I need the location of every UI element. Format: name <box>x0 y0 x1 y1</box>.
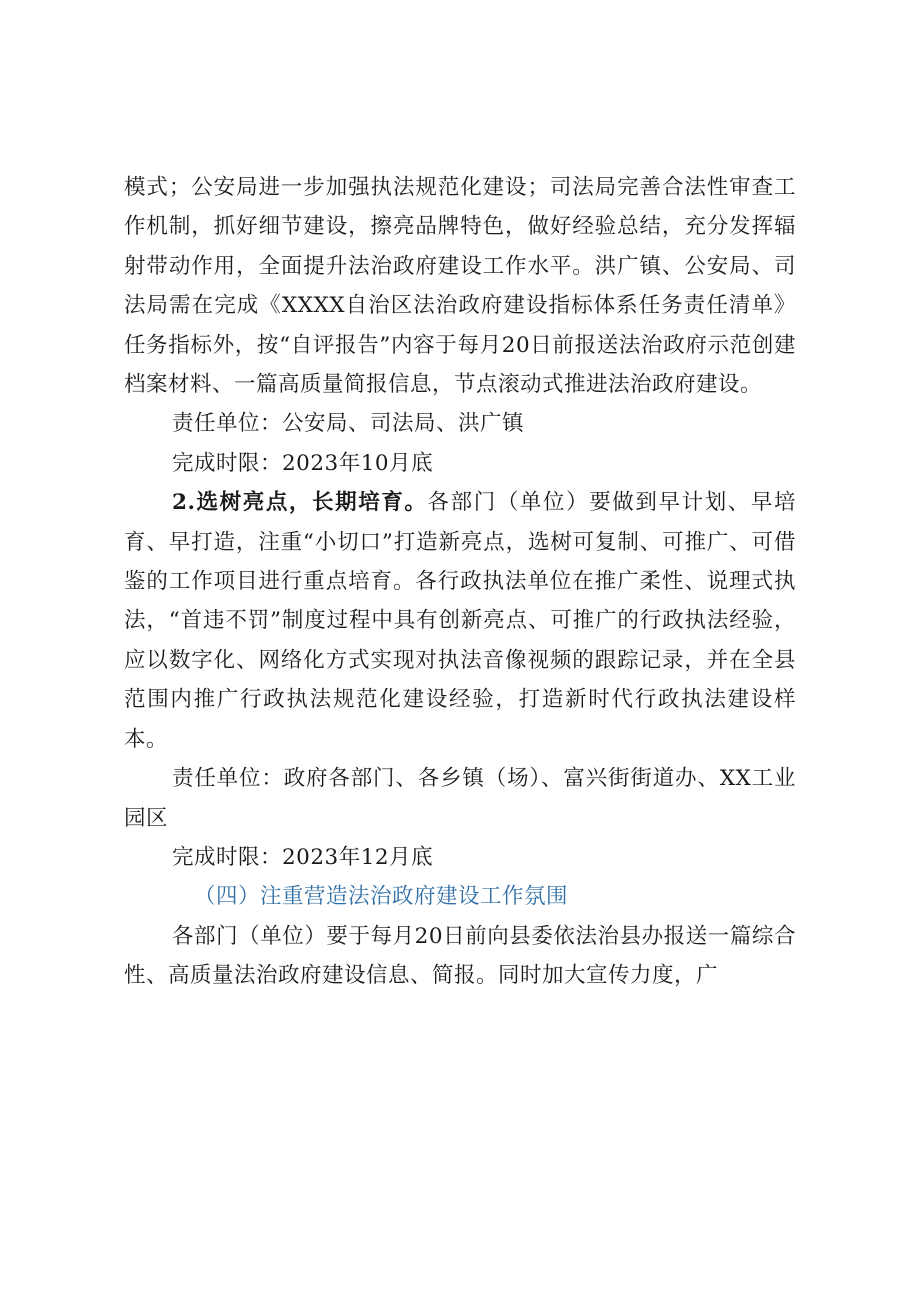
deadline-1: 完成时限：2023年10月底 <box>172 450 434 476</box>
paragraph-highlights-body: 各部门（单位）要做到早计划、早培育、早打造，注重“小切口”打造新亮点，选树可复制、可推广、可借鉴的工作项目进行重点培育。各行政执法单位在推广柔性、说理式执法，“首违不罚”制度过程中具有创新亮点、可推广的行政执法经验，应以数字化、网络化方式实现对执法音像视频的跟踪记录，并在全县范围内推广行政执法规范化建设经验，打造新时代行政执法建设样本。 <box>124 490 796 752</box>
responsible-units-1: 责任单位：公安局、司法局、洪广镇 <box>172 411 525 437</box>
document-body <box>124 168 796 996</box>
paragraph-continuation: 模式；公安局进一步加强执法规范化建设；司法局完善合法性审查工作机制，抓好细节建设，擦亮品牌特色，做好经验总结，充分发挥辐射带动作用，全面提升法治政府建设工作水平。洪广镇、公安局、司法局需在完成《XXXX自治区法治政府建设指标体系任务责任清单》任务指标外，按“自评报告”内容于每月20日前报送法治政府示范创建档案材料、一篇高质量简报信息，节点滚动式推进法治政府建设。 <box>124 175 796 398</box>
deadline-2: 完成时限：2023年12月底 <box>172 844 434 870</box>
section-heading: （四）注重营造法治政府建设工作氛围 <box>194 884 569 910</box>
responsible-units-2: 责任单位：政府各部门、各乡镇（场）、富兴街街道办、XX工业园区 <box>124 766 796 831</box>
subheading-highlights: 2.选树亮点，长期培育。 <box>172 490 428 516</box>
paragraph-reporting: 各部门（单位）要于每月20日前向县委依法治县办报送一篇综合性、高质量法治政府建设信息、简报。同时加大宣传力度，广 <box>124 923 796 989</box>
paragraph-highlights <box>124 483 796 759</box>
